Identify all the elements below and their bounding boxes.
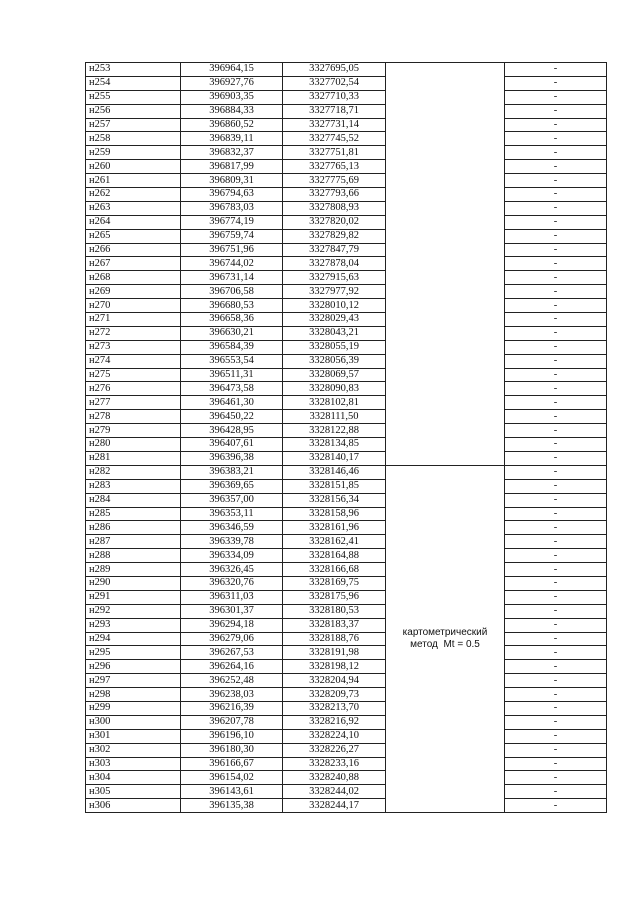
table-row: [86, 146, 607, 160]
point-name-cell: н278: [86, 410, 181, 424]
point-name-cell: н258: [86, 132, 181, 146]
point-name-cell: н287: [86, 535, 181, 549]
y-coordinate-cell: 3327710,33: [283, 90, 386, 104]
x-coordinate-cell: 396326,45: [181, 563, 283, 577]
precision-cell: -: [505, 118, 607, 132]
table-row: [86, 396, 607, 410]
precision-cell: -: [505, 410, 607, 424]
y-coordinate-cell: 3327820,02: [283, 215, 386, 229]
y-coordinate-cell: 3328122,88: [283, 424, 386, 438]
precision-cell: -: [505, 549, 607, 563]
x-coordinate-cell: 396461,30: [181, 396, 283, 410]
y-coordinate-cell: 3328244,17: [283, 799, 386, 813]
y-coordinate-cell: 3328056,39: [283, 354, 386, 368]
table-row: [86, 590, 607, 604]
x-coordinate-cell: 396817,99: [181, 160, 283, 174]
table-row: [86, 674, 607, 688]
y-coordinate-cell: 3328111,50: [283, 410, 386, 424]
y-coordinate-cell: 3327977,92: [283, 285, 386, 299]
y-coordinate-cell: 3327702,54: [283, 76, 386, 90]
point-name-cell: н299: [86, 701, 181, 715]
precision-cell: -: [505, 201, 607, 215]
x-coordinate-cell: 396927,76: [181, 76, 283, 90]
precision-cell: -: [505, 174, 607, 188]
y-coordinate-cell: 3327775,69: [283, 174, 386, 188]
precision-cell: -: [505, 368, 607, 382]
table-row: [86, 715, 607, 729]
x-coordinate-cell: 396839,11: [181, 132, 283, 146]
x-coordinate-cell: 396860,52: [181, 118, 283, 132]
precision-cell: -: [505, 160, 607, 174]
x-coordinate-cell: 396744,02: [181, 257, 283, 271]
y-coordinate-cell: 3328175,96: [283, 590, 386, 604]
point-name-cell: н282: [86, 465, 181, 479]
point-name-cell: н274: [86, 354, 181, 368]
x-coordinate-cell: 396630,21: [181, 326, 283, 340]
precision-cell: -: [505, 396, 607, 410]
precision-cell: -: [505, 576, 607, 590]
x-coordinate-cell: 396809,31: [181, 174, 283, 188]
precision-cell: -: [505, 785, 607, 799]
y-coordinate-cell: 3328010,12: [283, 299, 386, 313]
table-row: [86, 771, 607, 785]
point-name-cell: н273: [86, 340, 181, 354]
precision-cell: -: [505, 674, 607, 688]
point-name-cell: н293: [86, 618, 181, 632]
precision-cell: -: [505, 104, 607, 118]
table-row: [86, 243, 607, 257]
y-coordinate-cell: 3328216,92: [283, 715, 386, 729]
y-coordinate-cell: 3327745,52: [283, 132, 386, 146]
precision-cell: -: [505, 729, 607, 743]
point-name-cell: н290: [86, 576, 181, 590]
point-name-cell: н269: [86, 285, 181, 299]
x-coordinate-cell: 396238,03: [181, 688, 283, 702]
point-name-cell: н297: [86, 674, 181, 688]
precision-cell: -: [505, 229, 607, 243]
table-row: [86, 465, 607, 479]
point-name-cell: н288: [86, 549, 181, 563]
x-coordinate-cell: 396320,76: [181, 576, 283, 590]
y-coordinate-cell: 3327731,14: [283, 118, 386, 132]
y-coordinate-cell: 3328188,76: [283, 632, 386, 646]
point-name-cell: н277: [86, 396, 181, 410]
x-coordinate-cell: 396264,16: [181, 660, 283, 674]
table-row: [86, 90, 607, 104]
table-row: [86, 382, 607, 396]
point-name-cell: н285: [86, 507, 181, 521]
table-row: [86, 799, 607, 813]
x-coordinate-cell: 396369,65: [181, 479, 283, 493]
precision-cell: -: [505, 451, 607, 465]
point-name-cell: н305: [86, 785, 181, 799]
precision-cell: -: [505, 660, 607, 674]
x-coordinate-cell: 396339,78: [181, 535, 283, 549]
point-name-cell: н292: [86, 604, 181, 618]
point-name-cell: н276: [86, 382, 181, 396]
point-name-cell: н304: [86, 771, 181, 785]
x-coordinate-cell: 396731,14: [181, 271, 283, 285]
point-name-cell: н266: [86, 243, 181, 257]
y-coordinate-cell: 3328209,73: [283, 688, 386, 702]
table-row: [86, 118, 607, 132]
x-coordinate-cell: 396346,59: [181, 521, 283, 535]
table-row: [86, 299, 607, 313]
precision-cell: -: [505, 632, 607, 646]
x-coordinate-cell: 396294,18: [181, 618, 283, 632]
table-row: [86, 660, 607, 674]
precision-cell: -: [505, 188, 607, 202]
table-row: [86, 340, 607, 354]
x-coordinate-cell: 396180,30: [181, 743, 283, 757]
x-coordinate-cell: 396553,54: [181, 354, 283, 368]
precision-cell: -: [505, 90, 607, 104]
precision-cell: -: [505, 424, 607, 438]
y-coordinate-cell: 3328029,43: [283, 313, 386, 327]
x-coordinate-cell: 396207,78: [181, 715, 283, 729]
x-coordinate-cell: 396279,06: [181, 632, 283, 646]
y-coordinate-cell: 3328204,94: [283, 674, 386, 688]
precision-cell: -: [505, 771, 607, 785]
table-row: [86, 535, 607, 549]
table-row: [86, 229, 607, 243]
x-coordinate-cell: 396774,19: [181, 215, 283, 229]
y-coordinate-cell: 3328244,02: [283, 785, 386, 799]
point-name-cell: н264: [86, 215, 181, 229]
precision-cell: -: [505, 285, 607, 299]
y-coordinate-cell: 3328156,34: [283, 493, 386, 507]
point-name-cell: н303: [86, 757, 181, 771]
precision-cell: -: [505, 132, 607, 146]
x-coordinate-cell: 396407,61: [181, 438, 283, 452]
y-coordinate-cell: 3328090,83: [283, 382, 386, 396]
x-coordinate-cell: 396584,39: [181, 340, 283, 354]
x-coordinate-cell: 396884,33: [181, 104, 283, 118]
y-coordinate-cell: 3328151,85: [283, 479, 386, 493]
point-name-cell: н279: [86, 424, 181, 438]
x-coordinate-cell: 396301,37: [181, 604, 283, 618]
y-coordinate-cell: 3327695,05: [283, 63, 386, 77]
y-coordinate-cell: 3328164,88: [283, 549, 386, 563]
table-row: [86, 743, 607, 757]
x-coordinate-cell: 396511,31: [181, 368, 283, 382]
table-row: [86, 285, 607, 299]
point-name-cell: н262: [86, 188, 181, 202]
table-row: [86, 563, 607, 577]
x-coordinate-cell: 396396,38: [181, 451, 283, 465]
x-coordinate-cell: 396357,00: [181, 493, 283, 507]
y-coordinate-cell: 3328134,85: [283, 438, 386, 452]
y-coordinate-cell: 3328224,10: [283, 729, 386, 743]
precision-cell: -: [505, 215, 607, 229]
y-coordinate-cell: 3327915,63: [283, 271, 386, 285]
table-row: [86, 215, 607, 229]
x-coordinate-cell: 396196,10: [181, 729, 283, 743]
y-coordinate-cell: 3328055,19: [283, 340, 386, 354]
table-row: [86, 424, 607, 438]
method-cell-empty: [386, 63, 505, 466]
table-row: [86, 354, 607, 368]
precision-cell: -: [505, 63, 607, 77]
x-coordinate-cell: 396450,22: [181, 410, 283, 424]
point-name-cell: н271: [86, 313, 181, 327]
table-row: [86, 160, 607, 174]
point-name-cell: н272: [86, 326, 181, 340]
x-coordinate-cell: 396680,53: [181, 299, 283, 313]
point-name-cell: н284: [86, 493, 181, 507]
x-coordinate-cell: 396964,15: [181, 63, 283, 77]
point-name-cell: н291: [86, 590, 181, 604]
table-row: [86, 188, 607, 202]
y-coordinate-cell: 3328233,16: [283, 757, 386, 771]
x-coordinate-cell: 396166,67: [181, 757, 283, 771]
y-coordinate-cell: 3328169,75: [283, 576, 386, 590]
table-row: [86, 646, 607, 660]
x-coordinate-cell: 396334,09: [181, 549, 283, 563]
y-coordinate-cell: 3328102,81: [283, 396, 386, 410]
table-row: [86, 410, 607, 424]
point-name-cell: н275: [86, 368, 181, 382]
precision-cell: -: [505, 465, 607, 479]
x-coordinate-cell: 396216,39: [181, 701, 283, 715]
coordinates-table-body: [86, 63, 607, 813]
table-row: [86, 271, 607, 285]
precision-cell: -: [505, 799, 607, 813]
precision-cell: -: [505, 688, 607, 702]
y-coordinate-cell: 3327808,93: [283, 201, 386, 215]
x-coordinate-cell: 396751,96: [181, 243, 283, 257]
precision-cell: -: [505, 507, 607, 521]
y-coordinate-cell: 3328069,57: [283, 368, 386, 382]
precision-cell: -: [505, 313, 607, 327]
y-coordinate-cell: 3327793,66: [283, 188, 386, 202]
precision-cell: -: [505, 535, 607, 549]
y-coordinate-cell: 3328043,21: [283, 326, 386, 340]
y-coordinate-cell: 3328180,53: [283, 604, 386, 618]
precision-cell: -: [505, 493, 607, 507]
y-coordinate-cell: 3328240,88: [283, 771, 386, 785]
method-line-1: картометрический: [402, 626, 488, 638]
table-row: [86, 438, 607, 452]
table-row: [86, 326, 607, 340]
point-name-cell: н256: [86, 104, 181, 118]
y-coordinate-cell: 3328226,27: [283, 743, 386, 757]
point-name-cell: н267: [86, 257, 181, 271]
table-row: [86, 493, 607, 507]
method-line-2: метод Mt = 0.5: [410, 638, 480, 650]
precision-cell: -: [505, 646, 607, 660]
x-coordinate-cell: 396794,63: [181, 188, 283, 202]
table-row: [86, 201, 607, 215]
y-coordinate-cell: 3328166,68: [283, 563, 386, 577]
x-coordinate-cell: 396759,74: [181, 229, 283, 243]
table-row: [86, 701, 607, 715]
precision-cell: -: [505, 257, 607, 271]
y-coordinate-cell: 3328140,17: [283, 451, 386, 465]
precision-cell: -: [505, 382, 607, 396]
table-row: [86, 132, 607, 146]
y-coordinate-cell: 3328161,96: [283, 521, 386, 535]
y-coordinate-cell: 3328162,41: [283, 535, 386, 549]
precision-cell: -: [505, 243, 607, 257]
point-name-cell: н263: [86, 201, 181, 215]
precision-cell: -: [505, 604, 607, 618]
point-name-cell: н270: [86, 299, 181, 313]
precision-cell: -: [505, 146, 607, 160]
table-row: [86, 785, 607, 799]
point-name-cell: н295: [86, 646, 181, 660]
point-name-cell: н300: [86, 715, 181, 729]
x-coordinate-cell: 396252,48: [181, 674, 283, 688]
y-coordinate-cell: 3327878,04: [283, 257, 386, 271]
x-coordinate-cell: 396267,53: [181, 646, 283, 660]
precision-cell: -: [505, 438, 607, 452]
y-coordinate-cell: 3327829,82: [283, 229, 386, 243]
x-coordinate-cell: 396383,21: [181, 465, 283, 479]
x-coordinate-cell: 396135,38: [181, 799, 283, 813]
table-row: [86, 757, 607, 771]
precision-cell: -: [505, 479, 607, 493]
table-row: [86, 451, 607, 465]
table-row: [86, 688, 607, 702]
table-row: [86, 507, 607, 521]
table-row: [86, 257, 607, 271]
point-name-cell: н306: [86, 799, 181, 813]
x-coordinate-cell: 396706,58: [181, 285, 283, 299]
point-name-cell: н261: [86, 174, 181, 188]
point-name-cell: н257: [86, 118, 181, 132]
y-coordinate-cell: 3328146,46: [283, 465, 386, 479]
x-coordinate-cell: 396428,95: [181, 424, 283, 438]
x-coordinate-cell: 396311,03: [181, 590, 283, 604]
precision-cell: -: [505, 76, 607, 90]
precision-cell: -: [505, 271, 607, 285]
point-name-cell: н265: [86, 229, 181, 243]
y-coordinate-cell: 3327847,79: [283, 243, 386, 257]
point-name-cell: н296: [86, 660, 181, 674]
precision-cell: -: [505, 701, 607, 715]
y-coordinate-cell: 3328198,12: [283, 660, 386, 674]
precision-cell: -: [505, 757, 607, 771]
x-coordinate-cell: 396832,37: [181, 146, 283, 160]
y-coordinate-cell: 3327718,71: [283, 104, 386, 118]
precision-cell: -: [505, 340, 607, 354]
x-coordinate-cell: 396143,61: [181, 785, 283, 799]
table-row: [86, 549, 607, 563]
point-name-cell: н280: [86, 438, 181, 452]
x-coordinate-cell: 396353,11: [181, 507, 283, 521]
precision-cell: -: [505, 563, 607, 577]
x-coordinate-cell: 396473,58: [181, 382, 283, 396]
coordinates-table: [85, 62, 607, 813]
x-coordinate-cell: 396658,36: [181, 313, 283, 327]
y-coordinate-cell: 3328213,70: [283, 701, 386, 715]
point-name-cell: н254: [86, 76, 181, 90]
table-row: [86, 313, 607, 327]
table-row: [86, 368, 607, 382]
precision-cell: -: [505, 326, 607, 340]
x-coordinate-cell: 396903,35: [181, 90, 283, 104]
table-row: [86, 479, 607, 493]
point-name-cell: н283: [86, 479, 181, 493]
precision-cell: -: [505, 590, 607, 604]
precision-cell: -: [505, 715, 607, 729]
point-name-cell: н286: [86, 521, 181, 535]
y-coordinate-cell: 3328158,96: [283, 507, 386, 521]
table-row: [86, 521, 607, 535]
table-row: [86, 104, 607, 118]
point-name-cell: н253: [86, 63, 181, 77]
point-name-cell: н281: [86, 451, 181, 465]
precision-cell: -: [505, 354, 607, 368]
point-name-cell: н298: [86, 688, 181, 702]
point-name-cell: н302: [86, 743, 181, 757]
table-row: [86, 632, 607, 646]
point-name-cell: н268: [86, 271, 181, 285]
point-name-cell: н255: [86, 90, 181, 104]
point-name-cell: н259: [86, 146, 181, 160]
x-coordinate-cell: 396154,02: [181, 771, 283, 785]
precision-cell: -: [505, 618, 607, 632]
table-row: [86, 76, 607, 90]
y-coordinate-cell: 3327751,81: [283, 146, 386, 160]
point-name-cell: н301: [86, 729, 181, 743]
point-name-cell: н289: [86, 563, 181, 577]
y-coordinate-cell: 3328183,37: [283, 618, 386, 632]
point-name-cell: н294: [86, 632, 181, 646]
precision-cell: -: [505, 743, 607, 757]
precision-cell: -: [505, 521, 607, 535]
table-row: [86, 576, 607, 590]
table-row: [86, 729, 607, 743]
x-coordinate-cell: 396783,03: [181, 201, 283, 215]
table-row: [86, 174, 607, 188]
table-row: [86, 63, 607, 77]
precision-cell: -: [505, 299, 607, 313]
y-coordinate-cell: 3327765,13: [283, 160, 386, 174]
y-coordinate-cell: 3328191,98: [283, 646, 386, 660]
method-cell: [386, 465, 505, 812]
table-row: [86, 618, 607, 632]
table-row: [86, 604, 607, 618]
point-name-cell: н260: [86, 160, 181, 174]
